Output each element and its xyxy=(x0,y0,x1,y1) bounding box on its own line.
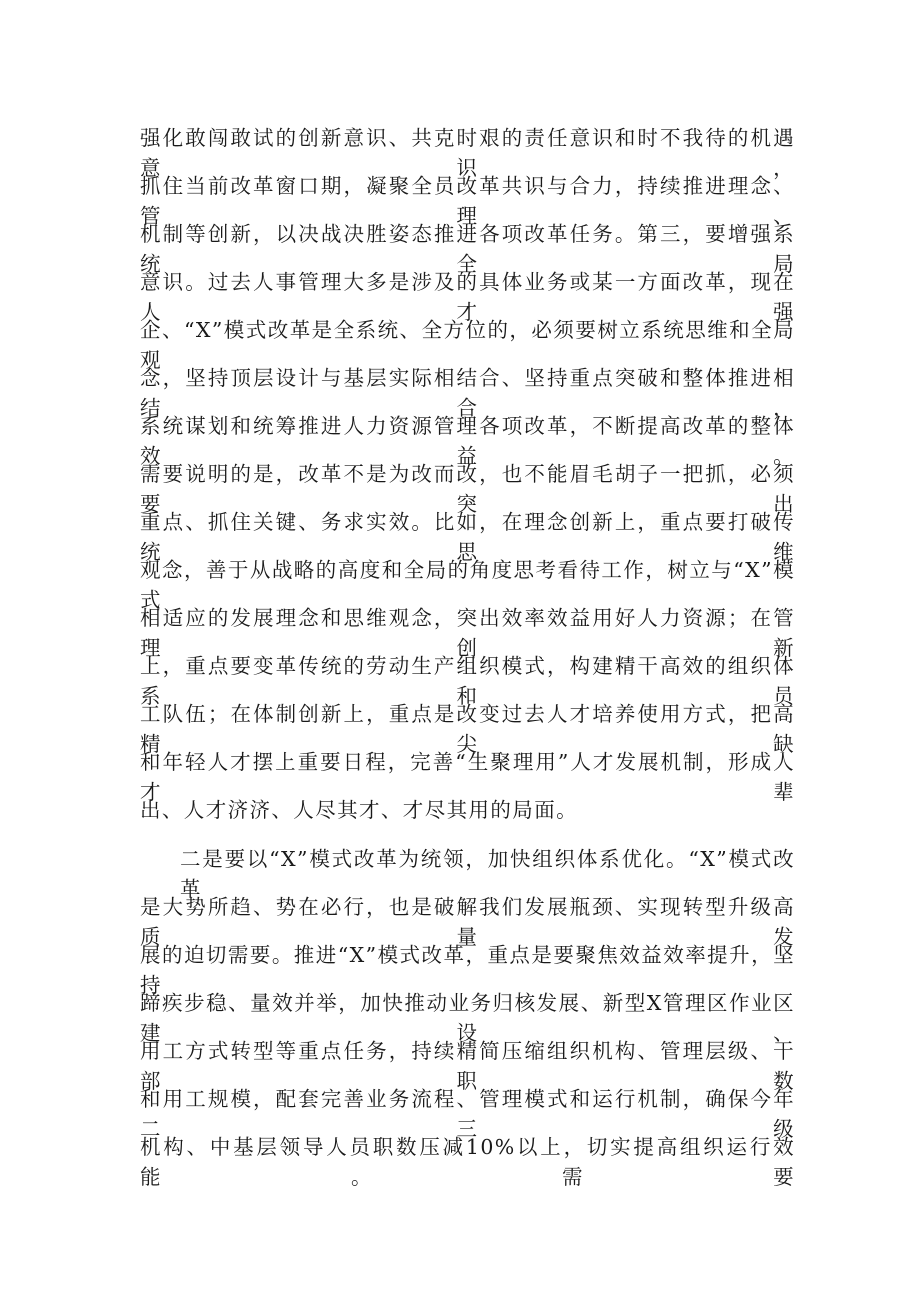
text-line: 是大势所趋、势在必行，也是破解我们发展瓶颈、实现转型升级高质量发 xyxy=(140,895,795,949)
paragraph-first-line: 二是要以“X”模式改革为统领，加快组织体系优化。“X”模式改革 xyxy=(180,847,795,901)
text-line: 机制等创新，以决战决胜姿态推进各项改革任务。第三，要增强系统全局 xyxy=(140,222,795,276)
text-line: 企、“X”模式改革是全系统、全方位的，必须要树立系统思维和全局观 xyxy=(140,318,795,372)
text-line: 出、人才济济、人尽其才、才尽其用的局面。 xyxy=(140,798,578,822)
text-line: 重点、抓住关键、务求实效。比如，在理念创新上，重点要打破传统思维 xyxy=(140,510,795,564)
text-line: 强化敢闯敢试的创新意识、共克时艰的责任意识和时不我待的机遇意识， xyxy=(140,126,795,180)
text-line: 需要说明的是，改革不是为改而改，也不能眉毛胡子一把抓，必须要突出 xyxy=(140,462,795,516)
text-line: 观念，善于从战略的高度和全局的角度思考看待工作，树立与“X”模式 xyxy=(140,558,795,612)
text-line: 上，重点要变革传统的劳动生产组织模式，构建精干高效的组织体系和员 xyxy=(140,654,795,708)
text-line: 和年轻人才摆上重要日程，完善“生聚理用”人才发展机制，形成人才辈 xyxy=(140,750,795,804)
text-line: 用工方式转型等重点任务，持续精简压缩组织机构、管理层级、干部职数 xyxy=(140,1039,795,1093)
text-line: 工队伍；在体制创新上，重点是改变过去人才培养使用方式，把高精尖缺 xyxy=(140,702,795,756)
text-line: 机构、中基层领导人员职数压减10%以上，切实提高组织运行效能。需要 xyxy=(140,1135,795,1189)
text-line: 蹄疾步稳、量效并举，加快推动业务归核发展、新型X管理区作业区建设、 xyxy=(140,991,795,1045)
text-line: 系统谋划和统筹推进人力资源管理各项改革，不断提高改革的整体效益。 xyxy=(140,414,795,468)
text-line: 展的迫切需要。推进“X”模式改革，重点是要聚焦效益效率提升，坚持 xyxy=(140,943,795,997)
text-line: 念，坚持顶层设计与基层实际相结合、坚持重点突破和整体推进相结合， xyxy=(140,366,795,420)
text-line: 和用工规模，配套完善业务流程、管理模式和运行机制，确保今年二三级 xyxy=(140,1087,795,1141)
text-line: 抓住当前改革窗口期，凝聚全员改革共识与合力，持续推进理念、管理、 xyxy=(140,174,795,228)
text-line: 意识。过去人事管理大多是涉及的具体业务或某一方面改革，现在人才强 xyxy=(140,270,795,324)
text-line: 相适应的发展理念和思维观念，突出效率效益用好人力资源；在管理创新 xyxy=(140,606,795,660)
